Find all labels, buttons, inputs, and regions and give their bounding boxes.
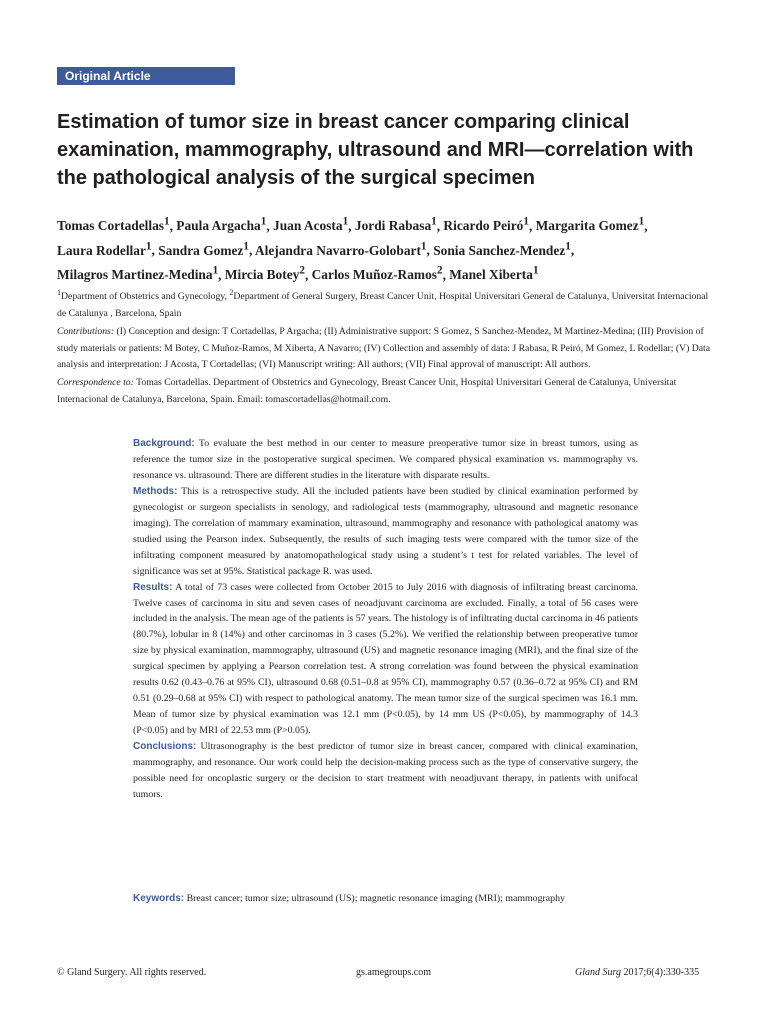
author [158,240,249,258]
footer-copyright: © Gland Surgery. All rights reserved. [57,967,207,978]
author [254,240,427,258]
background-text: To evaluate the best method in our center to measure preoperative tumor size in breast tumors, using as reference the tumor size in the postoperative surgical specimen. We compared physical examination vs. mammography vs. resonance vs. ultrasound. There are different studies in the literature with disparate results. [133,438,638,481]
author-name: Mircia Botey [224,267,300,283]
contributions-text: (I) Conception and design: T Cortadellas, P Argacha; (II) Administrative support: S Gomez, S Sanchez-Mendez, M Martinez-Medina; (III) Provision of study materials or patients: M Botey, C Muñoz-Ramos, M Xiberta, A Navarro; (IV) Collection and assembly of data: J Rabasa, R Peiró, M Gomez, L Rodellar; (V) Data analysis and interpretation: J Acosta, T Cortadellas; (VI) Manuscript writing: All authors; (VII) Final approval of manuscript: All authors. [57,325,711,371]
footer-journal: Gland Surg [575,967,622,978]
author-name: Laura Rodellar [57,242,146,258]
author-list: Tomas Cortadellas$^1$, Paula Argacha$^1$, Juan Acosta$^1$, Jordi Rabasa$^1$, Ricardo Peiró$^1$, Margarita Gomez$^1$, Laura Rodellar$^1$, Sandra Gomez$^1$, Alejandra Navarro-Golobart$^1$, Sonia Sanchez-Mendez$^1$, Milagros Martinez-Medina$^1$, Mircia Botey$^2$, Carlos Muñoz-Ramos$^2$, Manel Xiberta$^1$ [57,216,648,283]
article-type-badge: Original Article [57,67,235,85]
author-name: Ricardo Peiró [443,218,524,234]
results-label: Results: [133,581,173,593]
footer-volume: 2017;6(4):330-335 [621,967,700,978]
background-label: Background: [133,438,195,449]
contributions [57,324,713,374]
author-name: Paula Argacha [176,218,261,234]
author [311,264,443,283]
article-title: Estimation of tumor size in breast cancer comparing clinical examination, mammography, ultrasound and MRI—correlation with the pathological analysis of the surgical specimen [57,111,694,189]
author-name: Alejandra Navarro-Golobart [254,242,421,258]
author-name: Margarita Gomez [535,218,639,234]
footer-url[interactable]: gs.amegroups.com [356,967,431,978]
author [273,218,348,233]
author [224,264,305,283]
affiliation-marker: 2 [229,288,234,297]
author-affiliation-marker: 1 [260,216,267,228]
conclusions-text: Ultrasonography is the best predictor of tumor size in breast cancer, compared with clinical examination, mammography, and resonance. Our work could help the decision-making process such as the type of conservative surgery, the possible need for oncoplastic surgery or the decision to start treatment with neoadjuvant therapy, in patients with unifocal tumors. [133,741,638,800]
author-name: Tomas Cortadellas [57,218,165,234]
contributions-label: Contributions: [57,325,115,337]
author-name: Carlos Muñoz-Ramos [311,267,437,283]
author-name: Juan Acosta [273,218,343,234]
abstract-background [133,436,638,484]
author-name: Jordi Rabasa [354,218,432,234]
author [57,264,219,283]
conclusions-label: Conclusions: [133,741,197,753]
author-affiliation-marker: 1 [565,240,571,253]
results-text: A total of 73 cases were collected from October 2015 to July 2016 with diagnosis of infiltrating breast carcinoma. Twelve cases of carcinoma in situ and seven cases of neoadjuvant carcinoma are excluded. Finally, a total of 56 cases were included in the analysis. The mean age of the patients is 57 years. The histology is of infiltrating ductal carcinoma in 46 patients (80.7%), lobular in 8 (14%) and other carcinomas in 3 cases (5.2%). We verified the relationship between preoperative tumor size by physical examination, mammography, ultrasound (US) and magnetic resonance imaging (MRI), and the final size of the surgical specimen by applying a Pearson correlation test. A strong correlation was found between the physical examination results 0.62 (0.43–0.76 at 95% CI), ultrasound 0.68 (0.51–0.8 at 95% CI), mammography 0.57 (0.36–0.72 at 95% CI) and RM 0.51 (0.29–0.68 at 95% CI) with respect to pathological anatomy. The mean tumor size of the surgical specimen was 16.1 mm. Mean of tumor size by physical examination was 12.1 mm (P<0.05), by 14 mm US (P<0.05), by mammography of 14.3 (P<0.05) and by MRI of 22.53 mm (P>0.05). [133,581,638,737]
author [449,264,539,283]
author [355,218,437,233]
author-affiliation-marker: 1 [532,264,539,277]
author-affiliation-marker: 2 [436,264,443,277]
abstract-conclusions [133,739,638,803]
affiliations [57,285,713,323]
author-affiliation-marker: 1 [523,216,529,228]
author-name: Manel Xiberta [449,267,533,283]
keywords-text: Breast cancer; tumor size; ultrasound (US); magnetic resonance imaging (MRI); mammography [184,893,565,904]
author-name: Sandra Gomez [158,242,244,258]
methods-text: This is a retrospective study. All the included patients have been studied by clinical examination performed by gynecologist or surgeon specialists in senology, and radiological tests (mammography, ultrasound and magnetic resonance imaging). The correlation of mammary examination, ultrasound, mammography and resonance with pathological anatomy was studied using the Pearson index. Subsequently, the results of such imaging tests were compared with the tumor size of the infiltrating component measured by anatomopathological study using a student’s t test for related variables. The level of significance was set at 95%. Statistical package R. was used. [133,485,638,577]
author [57,218,170,233]
author [433,240,571,258]
author [443,218,529,233]
author-affiliation-marker: 2 [299,264,305,277]
author-affiliation-marker: 1 [431,216,437,228]
author-affiliation-marker: 1 [342,216,349,228]
author-affiliation-marker: 1 [243,240,249,253]
author-affiliation-marker: 1 [164,216,170,228]
author-name: Sonia Sanchez-Mendez [433,242,566,258]
correspondence-text: Tomas Cortadellas. Department of Obstetrics and Gynecology, Breast Cancer Unit, Hospital Universitari General de Catalunya, Universitat Internacional de Catalunya, Barcelona, Spain. Email: tomascortadellas@hotmail.com. [57,377,677,406]
methods-label: Methods: [133,485,178,497]
abstract-methods [133,484,638,580]
abstract-results [133,580,638,740]
affiliation-2: Department of General Surgery, Breast Cancer Unit, Hospital Universitari General de Catalunya, Universitat Internacional de Catalunya , Barcelona, Spain [57,291,709,320]
author-affiliation-marker: 1 [212,264,219,277]
affiliation-block [57,285,713,409]
keywords [133,892,638,906]
author-affiliation-marker: 1 [145,240,152,253]
author [57,240,152,258]
affiliation-marker: 1 [57,288,62,297]
keywords-label: Keywords: [133,893,185,904]
correspondence-label: Correspondence to: [57,377,134,389]
author-name: Milagros Martinez-Medina [57,267,213,283]
author-affiliation-marker: 1 [420,240,427,253]
footer-citation [575,966,699,980]
author [536,218,645,233]
author-affiliation-marker: 1 [638,216,645,228]
affiliation-1: Department of Obstetrics and Gynecology, [61,291,230,303]
abstract [133,436,638,803]
author [176,218,266,233]
correspondence [57,375,713,409]
